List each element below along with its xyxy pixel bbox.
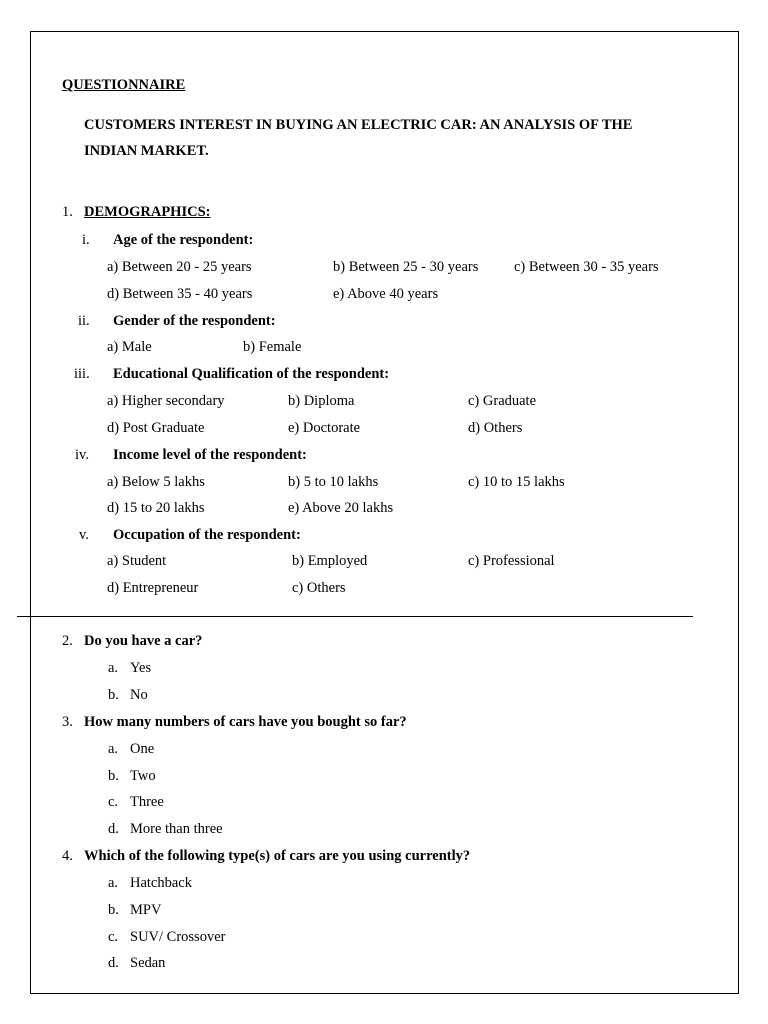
option-letter: b. (108, 768, 119, 784)
option-education-f[interactable]: d) Others (468, 420, 523, 436)
option-education-b[interactable]: b) Diploma (288, 393, 355, 409)
option-letter: d. (108, 955, 119, 971)
option-letter: d. (108, 821, 119, 837)
option-occupation-e[interactable]: c) Others (292, 580, 346, 596)
question-number-3: 3. (62, 714, 73, 730)
option-income-c[interactable]: c) 10 to 15 lakhs (468, 474, 565, 490)
option-gender-b[interactable]: b) Female (243, 339, 302, 355)
question-gender: Gender of the respondent: (113, 313, 276, 329)
option-cars-bought-one[interactable]: One (130, 741, 155, 757)
item-roman-v: v. (79, 527, 89, 543)
option-occupation-d[interactable]: d) Entrepreneur (107, 580, 199, 596)
item-roman-ii: ii. (78, 313, 90, 329)
option-car-type-suv[interactable]: SUV/ Crossover (130, 929, 226, 945)
item-roman-iii: iii. (74, 366, 90, 382)
option-letter: c. (108, 929, 119, 945)
option-letter: b. (108, 687, 119, 703)
option-income-a[interactable]: a) Below 5 lakhs (107, 474, 205, 490)
option-letter: a. (108, 875, 119, 891)
option-age-e[interactable]: e) Above 40 years (333, 286, 439, 302)
option-have-car-no[interactable]: No (130, 687, 148, 703)
section-title-demographics: DEMOGRAPHICS: (84, 204, 211, 220)
section-divider (17, 616, 693, 617)
option-letter: c. (108, 794, 119, 810)
option-car-type-mpv[interactable]: MPV (130, 902, 162, 918)
option-age-a[interactable]: a) Between 20 - 25 years (107, 259, 252, 275)
option-cars-bought-three[interactable]: Three (130, 794, 164, 810)
option-letter: a. (108, 660, 119, 676)
option-car-type-sedan[interactable]: Sedan (130, 955, 166, 971)
question-number-2: 2. (62, 633, 73, 649)
document-title: CUSTOMERS INTEREST IN BUYING AN ELECTRIC CAR: AN ANALYSIS OF THE INDIAN MARKET. (84, 117, 633, 159)
question-age: Age of the respondent: (113, 232, 254, 248)
option-age-b[interactable]: b) Between 25 - 30 years (333, 259, 479, 275)
question-number-4: 4. (62, 848, 73, 864)
questionnaire-heading: QUESTIONNAIRE (62, 77, 186, 93)
option-car-type-hatchback[interactable]: Hatchback (130, 875, 192, 891)
option-cars-bought-more[interactable]: More than three (130, 821, 223, 837)
option-letter: b. (108, 902, 119, 918)
question-income: Income level of the respondent: (113, 447, 307, 463)
option-education-c[interactable]: c) Graduate (468, 393, 537, 409)
option-income-e[interactable]: e) Above 20 lakhs (288, 500, 394, 516)
option-education-e[interactable]: e) Doctorate (288, 420, 361, 436)
option-occupation-b[interactable]: b) Employed (292, 553, 368, 569)
option-have-car-yes[interactable]: Yes (130, 660, 152, 676)
question-education: Educational Qualification of the respondent: (113, 366, 390, 382)
option-income-b[interactable]: b) 5 to 10 lakhs (288, 474, 379, 490)
section-number: 1. (62, 204, 73, 220)
option-gender-a[interactable]: a) Male (107, 339, 152, 355)
option-cars-bought-two[interactable]: Two (130, 768, 156, 784)
item-roman-iv: iv. (75, 447, 89, 463)
question-car-type: Which of the following type(s) of cars are you using currently? (84, 848, 471, 864)
option-education-d[interactable]: d) Post Graduate (107, 420, 205, 436)
option-age-c[interactable]: c) Between 30 - 35 years (514, 259, 659, 275)
question-occupation: Occupation of the respondent: (113, 527, 301, 543)
option-income-d[interactable]: d) 15 to 20 lakhs (107, 500, 205, 516)
item-roman-i: i. (82, 232, 90, 248)
option-letter: a. (108, 741, 119, 757)
option-occupation-c[interactable]: c) Professional (468, 553, 555, 569)
option-age-d[interactable]: d) Between 35 - 40 years (107, 286, 253, 302)
option-occupation-a[interactable]: a) Student (107, 553, 167, 569)
option-education-a[interactable]: a) Higher secondary (107, 393, 225, 409)
question-cars-bought: How many numbers of cars have you bought so far? (84, 714, 407, 730)
question-have-car: Do you have a car? (84, 633, 203, 649)
